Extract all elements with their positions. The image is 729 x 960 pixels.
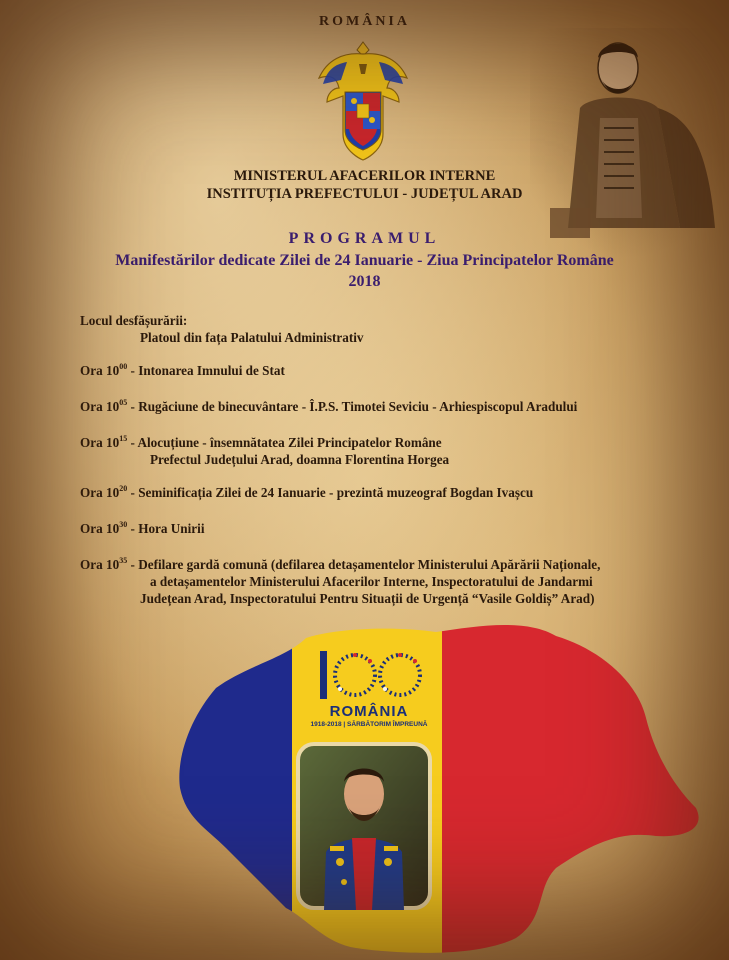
event-time: Ora 10 — [80, 521, 120, 536]
event-6 — [80, 556, 720, 573]
schedule — [80, 312, 720, 607]
country-heading: ROMÂNIA — [319, 14, 410, 29]
event-6-line-3: Județean Arad, Inspectoratului Pentru Situații de Urgență “Vasile Goldiș” Arad) — [140, 591, 595, 606]
location-label: Locul desfășurării: — [80, 313, 188, 328]
event-3-line-2: Prefectul Județului Arad, doamna Florentina Horgea — [150, 452, 450, 467]
coat-of-arms-icon — [313, 34, 413, 162]
event-2 — [80, 398, 720, 415]
ministry-line-2: INSTITUȚIA PREFECTULUI - JUDEȚUL ARAD — [206, 186, 523, 202]
centenary-logo-icon — [300, 645, 440, 705]
ministry-block — [0, 167, 729, 203]
event-time: Ora 10 — [80, 485, 120, 500]
event-time: Ora 10 — [80, 363, 120, 378]
framed-portrait-icon — [296, 742, 432, 910]
location-value: Platoul din fața Palatului Administrativ — [140, 330, 364, 345]
centenary-logo-text — [295, 703, 443, 728]
romania-map-flag-icon — [176, 618, 711, 960]
program-subtitle: Manifestărilor dedicate Zilei de 24 Ianuarie - Ziua Principatelor Române — [115, 252, 614, 269]
event-text: - Defilare gardă comună (defilarea detașamentelor Ministerului Apărării Naționale, — [127, 557, 601, 572]
program-year: 2018 — [348, 273, 381, 290]
event-text: - Seminificația Zilei de 24 Ianuarie - prezintă muzeograf Bogdan Ivașcu — [127, 485, 534, 500]
event-1 — [80, 362, 720, 379]
event-3 — [80, 434, 720, 451]
event-5 — [80, 520, 720, 537]
event-minutes: 15 — [119, 434, 128, 443]
event-minutes: 30 — [119, 520, 128, 529]
event-text: - Rugăciune de binecuvântare - Î.P.S. Timotei Seviciu - Arhiespiscopul Aradului — [127, 399, 578, 414]
event-4 — [80, 484, 720, 501]
ministry-line-1: MINISTERUL AFACERILOR INTERNE — [233, 168, 496, 184]
event-time: Ora 10 — [80, 557, 120, 572]
event-text: - Hora Unirii — [127, 521, 205, 536]
logo-name: ROMÂNIA — [329, 703, 409, 720]
event-minutes: 00 — [119, 362, 128, 371]
event-minutes: 35 — [119, 556, 128, 565]
portrait-sketch-icon — [530, 28, 725, 258]
event-minutes: 05 — [119, 398, 128, 407]
event-6-line-2: a detașamentelor Ministerului Afacerilor Interne, Inspectoratului de Jandarmi — [150, 574, 593, 589]
program-subtitle-block — [0, 250, 729, 292]
event-time: Ora 10 — [80, 399, 120, 414]
event-text: - Intonarea Imnului de Stat — [127, 363, 285, 378]
event-minutes: 20 — [119, 484, 128, 493]
program-title: PROGRAMUL — [288, 230, 441, 247]
event-time: Ora 10 — [80, 435, 120, 450]
logo-tagline: 1918-2018 | SĂRBĂTORIM ÎMPREUNĂ — [310, 721, 428, 728]
event-text: - Alocuțiune - însemnătatea Zilei Principatelor Române — [127, 435, 442, 450]
